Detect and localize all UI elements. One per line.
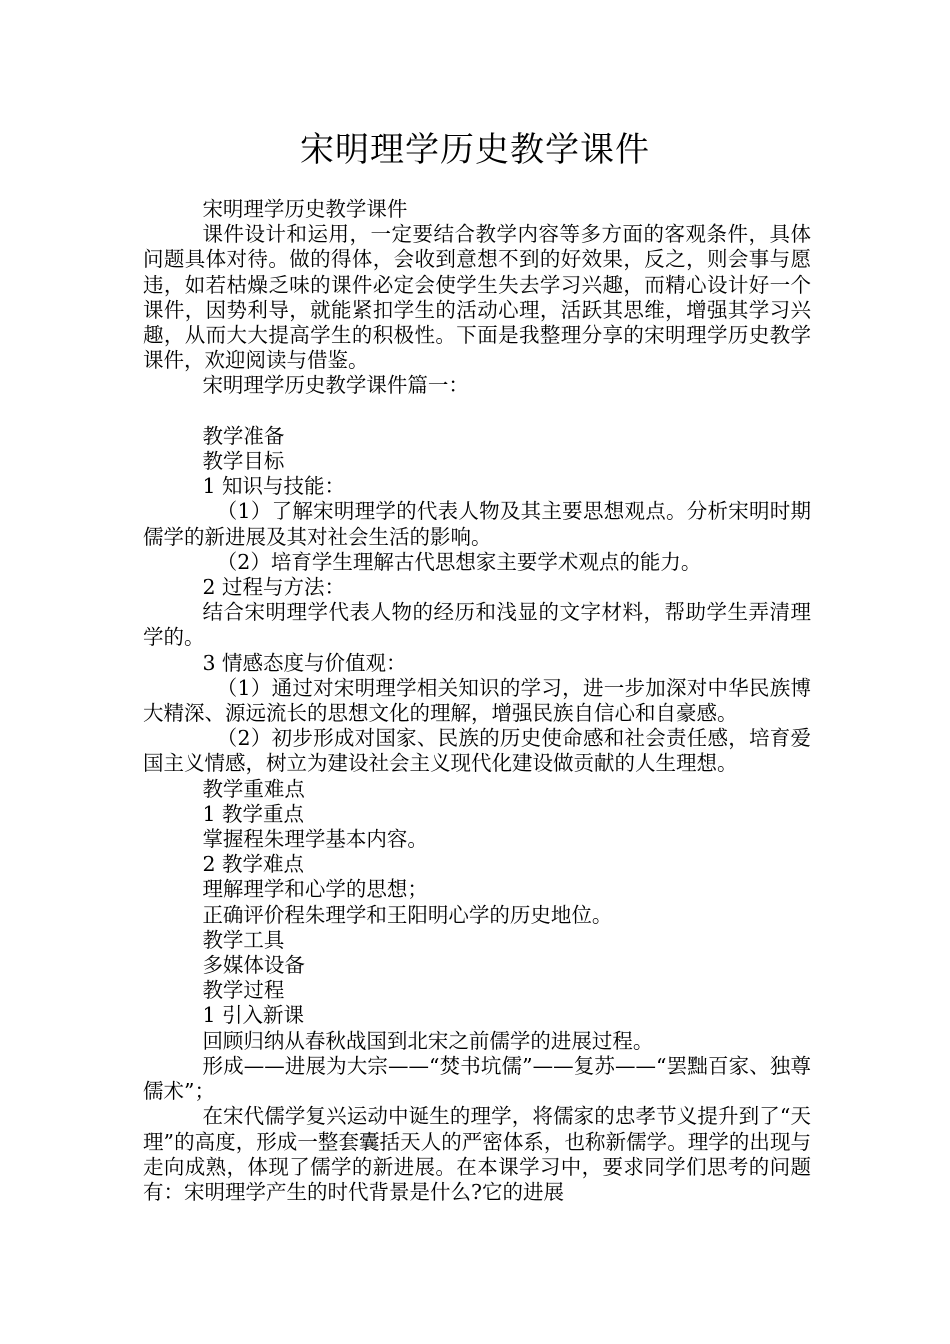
key-point-text: 掌握程朱理学基本内容。 [202,827,428,852]
heading-key-difficult-points: 教学重难点 [202,776,305,801]
process-step-intro: 1 引入新课 [202,1003,304,1028]
document-body [143,197,811,1205]
process-neo-confucianism-text: 在宋代儒学复兴运动中诞生的理学，将儒家的忠孝节义提升到了“天理”的高度，形成一整套囊括天人的严密体系，也称新儒学。理学的出现与走向成熟，体现了儒学的新进展。在本课学习中，要求同学们思考的问题有：宋明理学产生的时代背景是什么?它的进展 [143,1104,811,1204]
objective-attitude-item-2: （2）初步形成对国家、民族的历史使命感和社会责任感，培育爱国主义情感，树立为建设社会主义现代化建设做贡献的人生理想。 [143,726,811,776]
paragraph-subtitle: 宋明理学历史教学课件 [202,197,408,221]
blank-line [143,399,811,424]
process-review-text: 回顾归纳从春秋战国到北宋之前儒学的进展过程。 [202,1028,654,1053]
teaching-tools-text: 多媒体设备 [202,953,305,978]
heading-teaching-objectives: 教学目标 [202,449,285,474]
objective-attitude-values: 3 情感态度与价值观： [202,650,407,675]
difficult-point-text-1: 理解理学和心学的思想； [202,877,428,902]
key-point-heading: 1 教学重点 [202,801,304,826]
paragraph-intro: 课件设计和运用，一定要结合教学内容等多方面的客观条件，具体问题具体对待。做的得体，会收到意想不到的好效果，反之，则会事与愿违，如若枯燥乏味的课件必定会使学生失去学习兴趣，而精心设计好一个课件，因势利导，就能紧扣学生的活动心理，活跃其思维，增强其学习兴趣，从而大大提高学生的积极性。下面是我整理分享的宋明理学历史教学课件，欢迎阅读与借鉴。 [143,222,811,373]
objective-knowledge-skills: 1 知识与技能： [202,474,345,499]
heading-teaching-process: 教学过程 [202,978,285,1003]
paragraph-section-heading: 宋明理学历史教学课件篇一： [202,373,469,398]
difficult-point-text-2: 正确评价程朱理学和王阳明心学的历史地位。 [202,902,613,927]
difficult-point-heading: 2 教学难点 [202,852,304,877]
objective-attitude-item-1: （1）通过对宋明理学相关知识的学习，进一步加深对中华民族博大精深、源远流长的思想文化的理解，增强民族自信心和自豪感。 [143,675,811,726]
objective-knowledge-item-2: （2）培育学生理解古代思想家主要学术观点的能力。 [216,549,702,574]
heading-teaching-tools: 教学工具 [202,927,285,952]
objective-process-methods: 2 过程与方法： [202,575,345,600]
objective-process-text: 结合宋明理学代表人物的经历和浅显的文字材料，帮助学生弄清理学的。 [143,600,811,650]
heading-teaching-preparation: 教学准备 [202,423,285,448]
objective-knowledge-item-1: （1）了解宋明理学的代表人物及其主要思想观点。分析宋明时期儒学的新进展及其对社会生活的影响。 [143,499,811,549]
process-timeline-text: 形成——进展为大宗——“焚书坑儒”——复苏——“罢黜百家、独尊儒术”； [143,1053,811,1104]
document-title: 宋明理学历史教学课件 [300,130,650,170]
